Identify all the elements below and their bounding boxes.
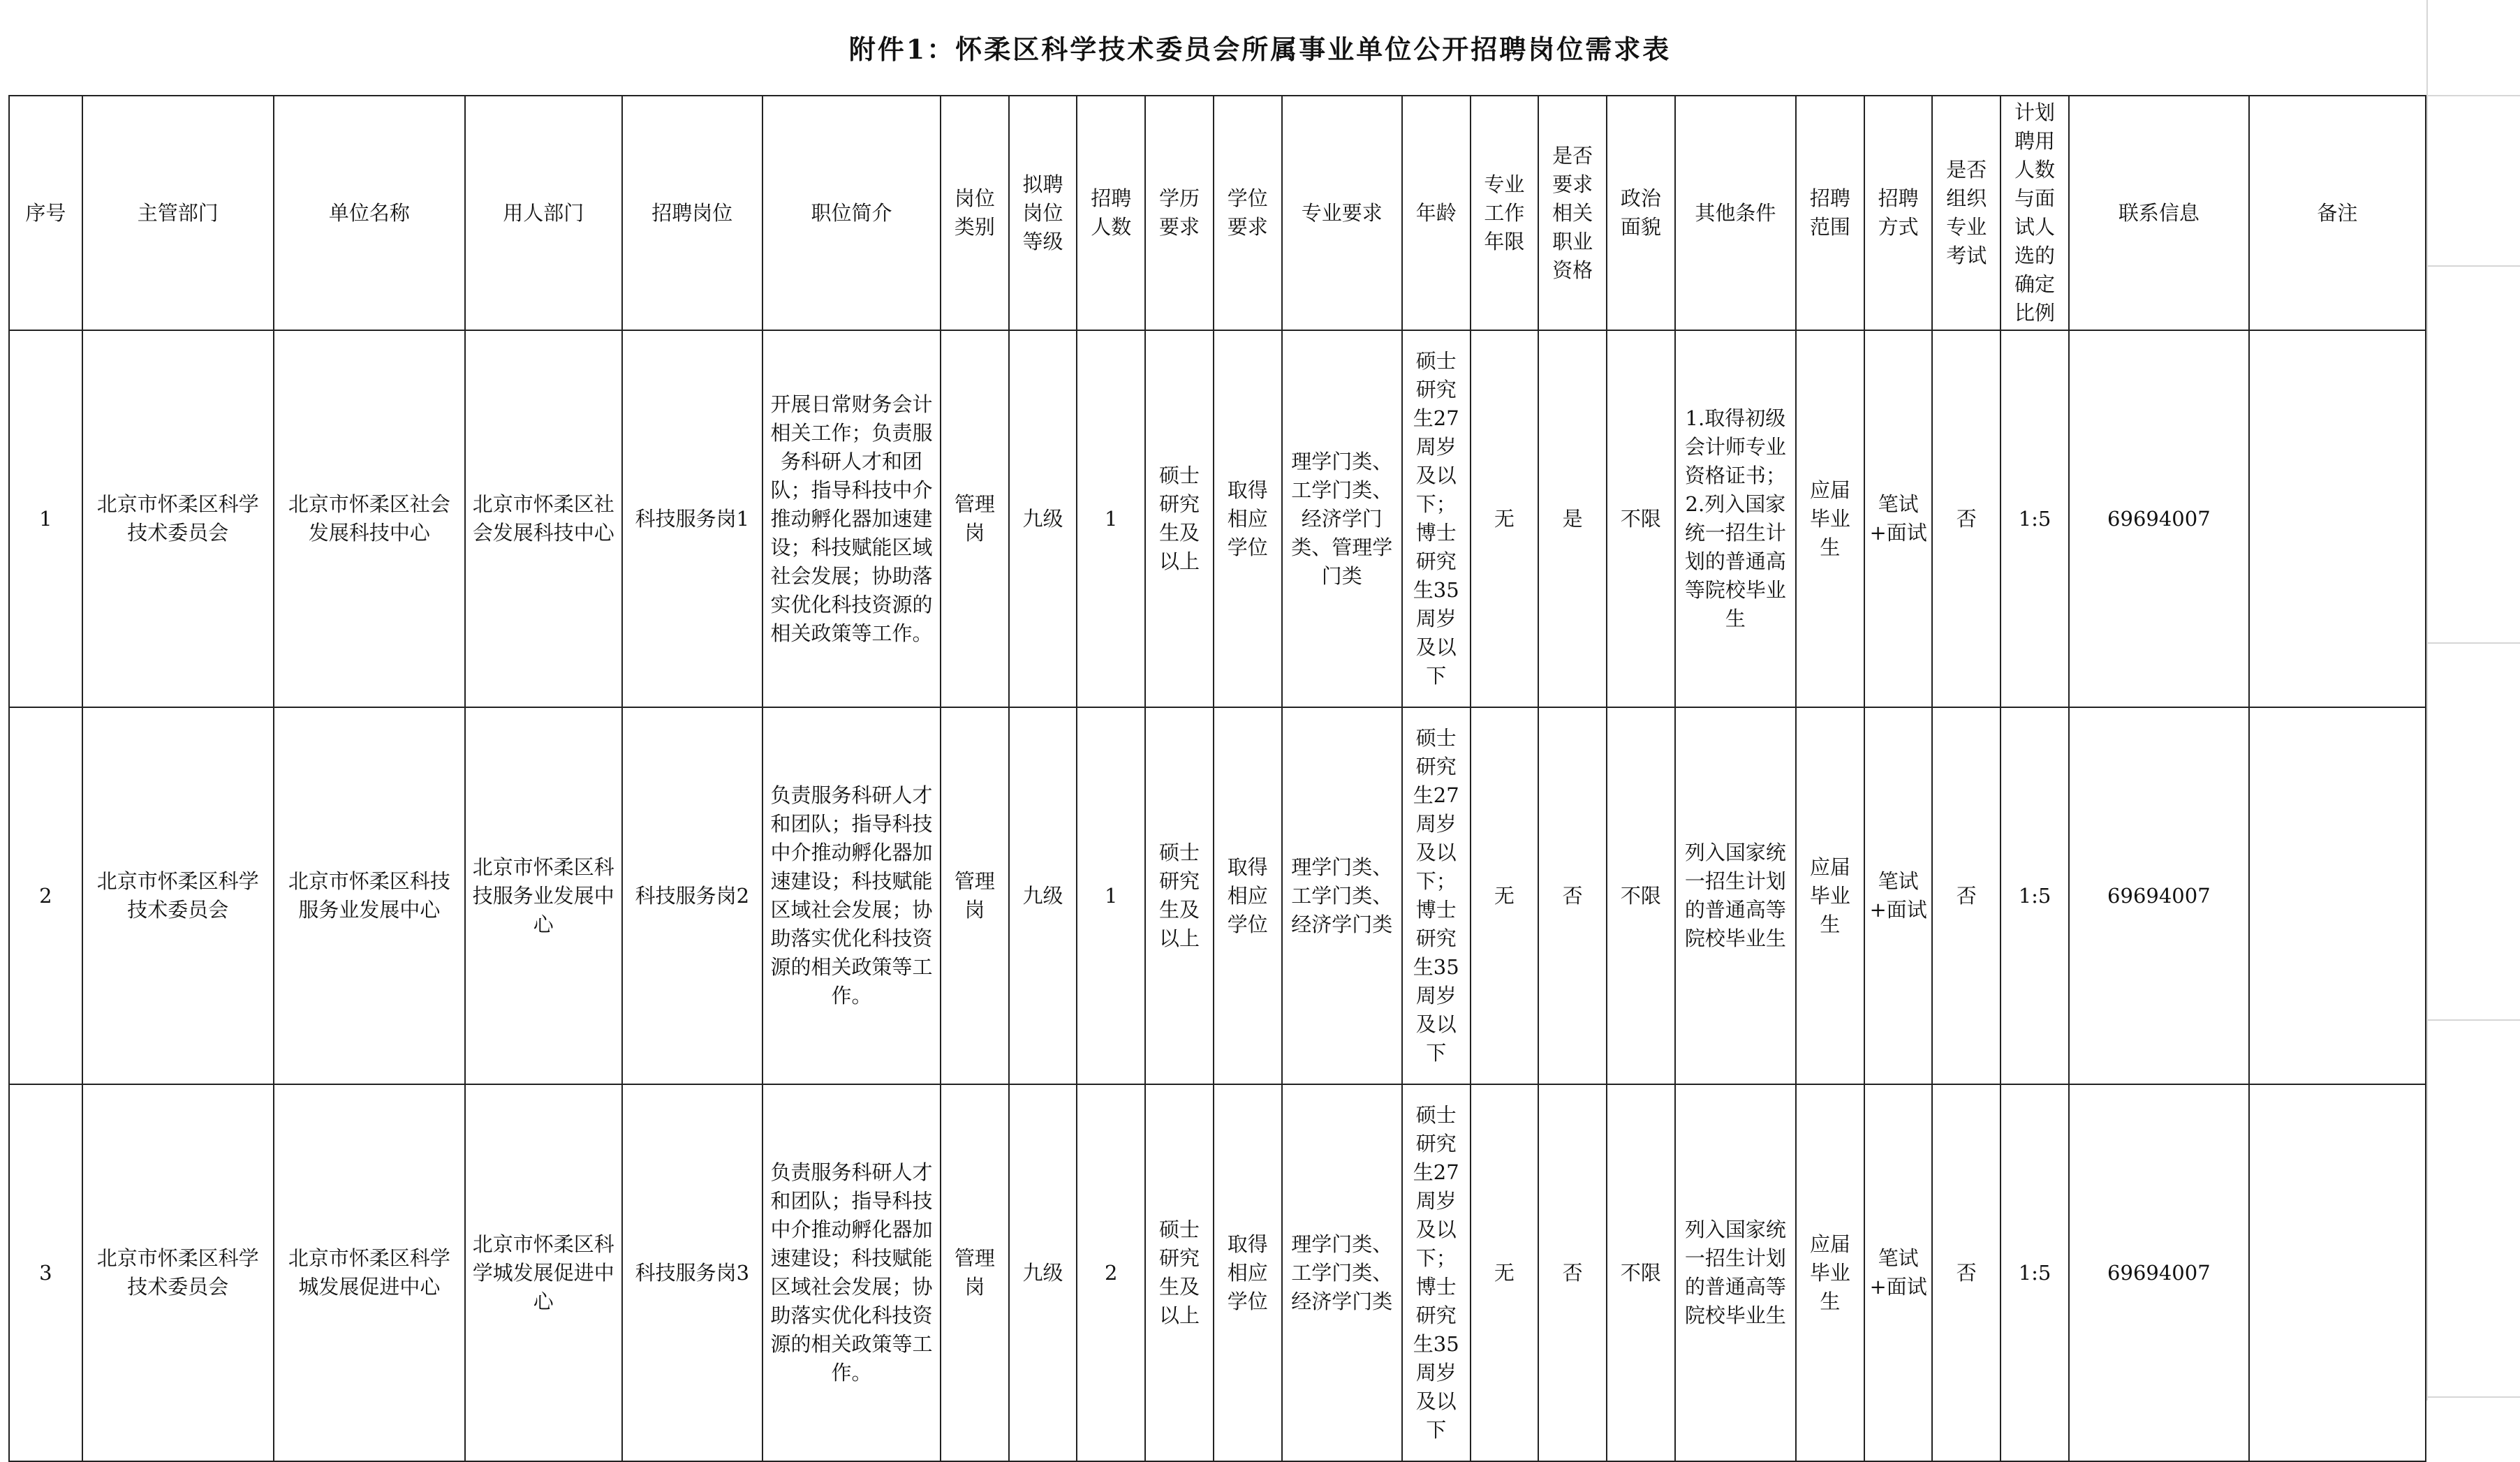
sheet-gridline bbox=[2426, 1019, 2520, 1021]
cell-method: 笔试+面试 bbox=[1864, 1084, 1933, 1461]
cell-qualification: 是 bbox=[1538, 330, 1607, 707]
header-cell: 联系信息 bbox=[2069, 96, 2249, 330]
cell-scope: 应届毕业生 bbox=[1796, 707, 1864, 1084]
sheet-gridline bbox=[2426, 1396, 2520, 1398]
cell-scope: 应届毕业生 bbox=[1796, 1084, 1864, 1461]
cell-ratio: 1:5 bbox=[2000, 1084, 2069, 1461]
header-cell: 招聘方式 bbox=[1864, 96, 1933, 330]
cell-user-dept: 北京市怀柔区科学城发展促进中心 bbox=[465, 1084, 622, 1461]
cell-remark bbox=[2249, 707, 2426, 1084]
header-cell: 学历要求 bbox=[1145, 96, 1214, 330]
cell-count: 2 bbox=[1077, 1084, 1145, 1461]
header-cell: 专业工作年限 bbox=[1471, 96, 1539, 330]
table-row bbox=[9, 1084, 2426, 1461]
cell-remark bbox=[2249, 330, 2426, 707]
header-cell: 专业要求 bbox=[1282, 96, 1402, 330]
table-row bbox=[9, 707, 2426, 1084]
cell-unit: 北京市怀柔区科学城发展促进中心 bbox=[274, 1084, 465, 1461]
cell-contact: 69694007 bbox=[2069, 707, 2249, 1084]
cell-other: 1.取得初级会计师专业资格证书；2.列入国家统一招生计划的普通高等院校毕业生 bbox=[1675, 330, 1796, 707]
cell-exam: 否 bbox=[1932, 330, 2000, 707]
header-cell: 用人部门 bbox=[465, 96, 622, 330]
cell-grade: 九级 bbox=[1009, 330, 1077, 707]
cell-contact: 69694007 bbox=[2069, 1084, 2249, 1461]
cell-work-years: 无 bbox=[1471, 330, 1539, 707]
cell-education: 硕士研究生及以上 bbox=[1145, 330, 1214, 707]
cell-position: 科技服务岗3 bbox=[622, 1084, 763, 1461]
cell-age: 硕士研究生27周岁及以下；博士研究生35周岁及以下 bbox=[1402, 330, 1471, 707]
cell-other: 列入国家统一招生计划的普通高等院校毕业生 bbox=[1675, 1084, 1796, 1461]
cell-work-years: 无 bbox=[1471, 707, 1539, 1084]
cell-user-dept: 北京市怀柔区科技服务业发展中心 bbox=[465, 707, 622, 1084]
header-cell: 岗位类别 bbox=[941, 96, 1009, 330]
cell-dept: 北京市怀柔区科学技术委员会 bbox=[82, 707, 274, 1084]
cell-qualification: 否 bbox=[1538, 1084, 1607, 1461]
header-cell: 备注 bbox=[2249, 96, 2426, 330]
cell-dept: 北京市怀柔区科学技术委员会 bbox=[82, 330, 274, 707]
sheet-gridline bbox=[2426, 265, 2520, 267]
cell-unit: 北京市怀柔区社会发展科技中心 bbox=[274, 330, 465, 707]
cell-major: 理学门类、工学门类、经济学门类 bbox=[1282, 1084, 1402, 1461]
header-cell: 年龄 bbox=[1402, 96, 1471, 330]
header-cell: 学位要求 bbox=[1214, 96, 1282, 330]
cell-ratio: 1:5 bbox=[2000, 330, 2069, 707]
cell-degree: 取得相应学位 bbox=[1214, 330, 1282, 707]
cell-major: 理学门类、工学门类、经济学门类、管理学门类 bbox=[1282, 330, 1402, 707]
header-cell: 主管部门 bbox=[82, 96, 274, 330]
cell-unit: 北京市怀柔区科技服务业发展中心 bbox=[274, 707, 465, 1084]
cell-method: 笔试+面试 bbox=[1864, 330, 1933, 707]
cell-position: 科技服务岗1 bbox=[622, 330, 763, 707]
cell-political: 不限 bbox=[1607, 1084, 1675, 1461]
cell-other: 列入国家统一招生计划的普通高等院校毕业生 bbox=[1675, 707, 1796, 1084]
cell-political: 不限 bbox=[1607, 707, 1675, 1084]
sheet-gridline bbox=[2426, 642, 2520, 644]
cell-contact: 69694007 bbox=[2069, 330, 2249, 707]
cell-political: 不限 bbox=[1607, 330, 1675, 707]
header-cell: 招聘人数 bbox=[1077, 96, 1145, 330]
cell-age: 硕士研究生27周岁及以下；博士研究生35周岁及以下 bbox=[1402, 1084, 1471, 1461]
cell-no: 2 bbox=[9, 707, 82, 1084]
document-title: 附件1：怀柔区科学技术委员会所属事业单位公开招聘岗位需求表 bbox=[848, 34, 1672, 65]
header-cell: 其他条件 bbox=[1675, 96, 1796, 330]
header-cell: 招聘岗位 bbox=[622, 96, 763, 330]
cell-grade: 九级 bbox=[1009, 707, 1077, 1084]
cell-scope: 应届毕业生 bbox=[1796, 330, 1864, 707]
header-cell: 序号 bbox=[9, 96, 82, 330]
cell-degree: 取得相应学位 bbox=[1214, 1084, 1282, 1461]
cell-work-years: 无 bbox=[1471, 1084, 1539, 1461]
cell-remark bbox=[2249, 1084, 2426, 1461]
cell-dept: 北京市怀柔区科学技术委员会 bbox=[82, 1084, 274, 1461]
header-cell: 计划聘用人数与面试人选的确定比例 bbox=[2000, 96, 2069, 330]
cell-major: 理学门类、工学门类、经济学门类 bbox=[1282, 707, 1402, 1084]
header-cell: 政治面貌 bbox=[1607, 96, 1675, 330]
header-row bbox=[9, 96, 2426, 330]
cell-ratio: 1:5 bbox=[2000, 707, 2069, 1084]
cell-exam: 否 bbox=[1932, 1084, 2000, 1461]
cell-category: 管理岗 bbox=[941, 1084, 1009, 1461]
header-cell: 招聘范围 bbox=[1796, 96, 1864, 330]
header-cell: 职位简介 bbox=[762, 96, 941, 330]
cell-no: 1 bbox=[9, 330, 82, 707]
sheet-gridline bbox=[2426, 0, 2428, 1401]
cell-method: 笔试+面试 bbox=[1864, 707, 1933, 1084]
recruitment-table bbox=[8, 95, 2426, 1462]
cell-education: 硕士研究生及以上 bbox=[1145, 1084, 1214, 1461]
table-row bbox=[9, 330, 2426, 707]
cell-intro: 负责服务科研人才和团队；指导科技中介推动孵化器加速建设；科技赋能区域社会发展；协助落实优化科技资源的相关政策等工作。 bbox=[762, 1084, 941, 1461]
header-cell: 是否组织专业考试 bbox=[1932, 96, 2000, 330]
sheet-gridline bbox=[2426, 95, 2520, 96]
cell-no: 3 bbox=[9, 1084, 82, 1461]
header-cell: 拟聘岗位等级 bbox=[1009, 96, 1077, 330]
header-cell: 单位名称 bbox=[274, 96, 465, 330]
cell-education: 硕士研究生及以上 bbox=[1145, 707, 1214, 1084]
cell-grade: 九级 bbox=[1009, 1084, 1077, 1461]
cell-category: 管理岗 bbox=[941, 707, 1009, 1084]
cell-count: 1 bbox=[1077, 330, 1145, 707]
cell-degree: 取得相应学位 bbox=[1214, 707, 1282, 1084]
cell-exam: 否 bbox=[1932, 707, 2000, 1084]
cell-qualification: 否 bbox=[1538, 707, 1607, 1084]
header-cell: 是否要求相关职业资格 bbox=[1538, 96, 1607, 330]
cell-intro: 开展日常财务会计相关工作；负责服务科研人才和团队；指导科技中介推动孵化器加速建设；科技赋能区域社会发展；协助落实优化科技资源的相关政策等工作。 bbox=[762, 330, 941, 707]
cell-user-dept: 北京市怀柔区社会发展科技中心 bbox=[465, 330, 622, 707]
cell-age: 硕士研究生27周岁及以下；博士研究生35周岁及以下 bbox=[1402, 707, 1471, 1084]
cell-position: 科技服务岗2 bbox=[622, 707, 763, 1084]
cell-category: 管理岗 bbox=[941, 330, 1009, 707]
cell-count: 1 bbox=[1077, 707, 1145, 1084]
cell-intro: 负责服务科研人才和团队；指导科技中介推动孵化器加速建设；科技赋能区域社会发展；协助落实优化科技资源的相关政策等工作。 bbox=[762, 707, 941, 1084]
